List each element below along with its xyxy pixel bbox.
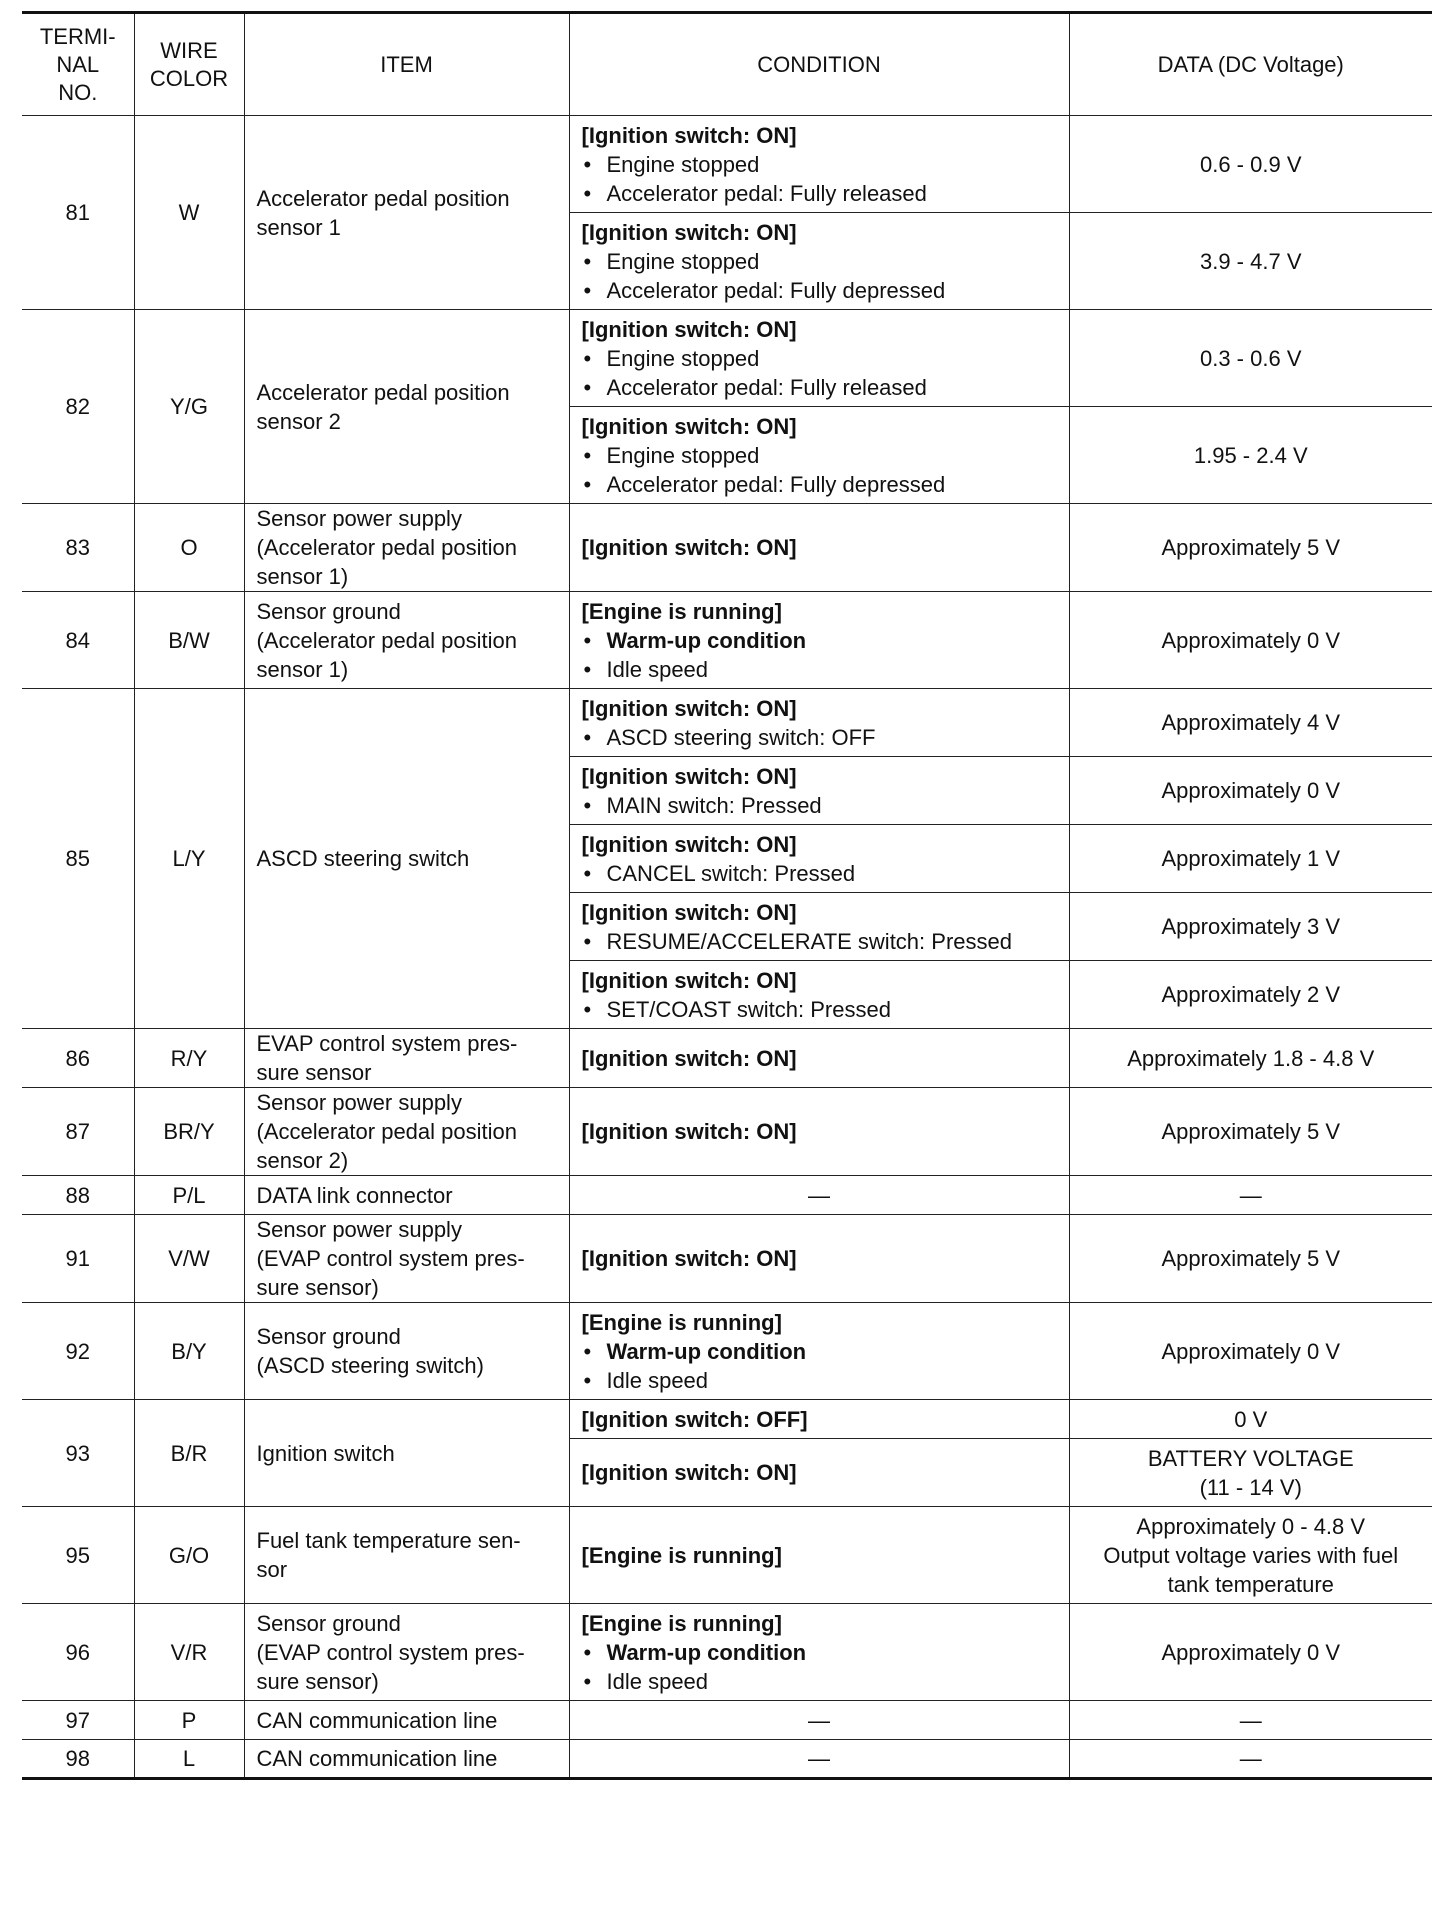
data-voltage: Approximately 0 V	[1161, 1338, 1341, 1364]
item-text: Ignition switch	[256, 1440, 395, 1466]
table-row	[22, 504, 1432, 592]
table-row	[22, 116, 1432, 213]
bullet-icon: •	[583, 860, 592, 886]
wire-color-cell	[134, 1176, 244, 1215]
item-text: CAN communication line	[256, 1746, 498, 1771]
wire-color: L	[182, 1746, 196, 1771]
data-voltage: BATTERY VOLTAGE (11 - 14 V)	[1147, 1445, 1354, 1500]
terminal-no-cell	[22, 1507, 134, 1604]
terminal-no: 87	[65, 1119, 90, 1144]
wire-color: R/Y	[170, 1045, 208, 1071]
data-voltage: 1.95 - 2.4 V	[1193, 442, 1308, 468]
terminal-no: 85	[65, 846, 90, 871]
condition-cell	[569, 1439, 1069, 1507]
item-text: Accelerator pedal position sensor 2	[256, 379, 510, 434]
bullet-icon: •	[583, 792, 592, 818]
header-data	[1069, 13, 1432, 116]
condition-bullet-text: Idle speed	[606, 1668, 709, 1694]
condition-bullet-text: Warm-up condition	[606, 1639, 807, 1665]
data-voltage-cell	[1069, 893, 1432, 961]
wire-color: G/O	[168, 1542, 210, 1568]
item-text: EVAP control system pres- sure sensor	[256, 1031, 518, 1085]
wire-color: V/W	[168, 1246, 210, 1271]
wire-color: Y/G	[170, 394, 208, 419]
condition-cell	[569, 961, 1069, 1029]
data-voltage-cell	[1069, 504, 1432, 592]
condition-heading: [Ignition switch: ON]	[581, 122, 797, 148]
table-row	[22, 689, 1432, 757]
wire-color: O	[180, 535, 198, 560]
condition-bullet-item	[582, 373, 1057, 402]
condition-heading: [Ignition switch: ON]	[581, 763, 797, 789]
condition-heading: [Ignition switch: OFF]	[581, 1406, 808, 1432]
bullet-icon: •	[583, 1367, 592, 1393]
item-cell	[244, 1400, 569, 1507]
data-voltage: Approximately 5 V	[1161, 1119, 1341, 1144]
bullet-icon: •	[583, 151, 592, 177]
terminal-no-cell	[22, 592, 134, 689]
terminal-no: 88	[65, 1182, 90, 1208]
bullet-icon: •	[583, 374, 592, 400]
terminal-no-cell	[22, 1215, 134, 1303]
condition-bullet-item	[582, 626, 1057, 655]
terminal-no-cell	[22, 1176, 134, 1215]
bullet-icon: •	[583, 471, 592, 497]
data-voltage: Approximately 1.8 - 4.8 V	[1127, 1045, 1375, 1071]
data-voltage-cell	[1069, 961, 1432, 1029]
condition-cell	[569, 1400, 1069, 1439]
item-text: Sensor ground (ASCD steering switch)	[256, 1324, 484, 1378]
condition-cell	[569, 116, 1069, 213]
condition-bullet-item	[582, 344, 1057, 373]
condition-heading: [Ignition switch: ON]	[581, 967, 797, 993]
terminal-no-cell	[22, 1088, 134, 1176]
condition-cell	[569, 1029, 1069, 1088]
item-cell	[244, 1604, 569, 1701]
table-body	[22, 116, 1432, 1779]
terminal-no: 95	[65, 1542, 90, 1568]
terminal-table-wrapper	[22, 11, 1432, 1780]
header-terminal-no-text: TERMI- NAL NO.	[39, 23, 116, 105]
condition-bullet-item	[582, 655, 1057, 684]
data-voltage-cell	[1069, 1740, 1432, 1779]
item-cell	[244, 1740, 569, 1779]
condition-heading: [Ignition switch: ON]	[581, 1246, 797, 1271]
condition-bullet-item	[582, 791, 1057, 820]
condition-heading: [Ignition switch: ON]	[581, 1045, 797, 1071]
item-cell	[244, 116, 569, 310]
header-wire-color-text: WIRE COLOR	[149, 37, 229, 91]
terminal-no-cell	[22, 116, 134, 310]
item-cell	[244, 1507, 569, 1604]
header-terminal-no	[22, 13, 134, 116]
condition-bullet-text: Accelerator pedal: Fully released	[606, 180, 927, 206]
terminal-no-cell	[22, 1604, 134, 1701]
data-voltage: Approximately 4 V	[1161, 710, 1341, 735]
data-voltage-cell	[1069, 1604, 1432, 1701]
data-voltage-cell	[1069, 407, 1432, 504]
condition-cell	[569, 310, 1069, 407]
data-voltage: —	[1239, 1182, 1262, 1208]
item-text: Fuel tank temperature sen- sor	[256, 1528, 521, 1582]
data-voltage: Approximately 1 V	[1161, 846, 1341, 871]
table-row	[22, 1303, 1432, 1400]
bullet-icon: •	[583, 345, 592, 371]
condition-heading: [Ignition switch: ON]	[581, 831, 797, 857]
terminal-no-cell	[22, 689, 134, 1029]
bullet-icon: •	[583, 1338, 592, 1364]
wire-color-cell	[134, 1701, 244, 1740]
item-cell	[244, 1701, 569, 1740]
condition-bullet-text: CANCEL switch: Pressed	[606, 860, 856, 886]
wire-color-cell	[134, 310, 244, 504]
condition-bullet-item	[582, 1337, 1057, 1366]
table-row	[22, 1400, 1432, 1439]
condition-bullet-item	[582, 441, 1057, 470]
item-text: ASCD steering switch	[256, 846, 470, 871]
wire-color-cell	[134, 1604, 244, 1701]
table-row	[22, 1701, 1432, 1740]
condition-bullet-text: Engine stopped	[606, 151, 760, 177]
condition-cell	[569, 1701, 1069, 1740]
table-row	[22, 1740, 1432, 1779]
condition-cell	[569, 592, 1069, 689]
data-voltage: Approximately 0 V	[1161, 627, 1341, 653]
bullet-icon: •	[583, 627, 592, 653]
data-voltage: 0.6 - 0.9 V	[1199, 151, 1302, 177]
data-voltage: —	[1239, 1707, 1262, 1733]
data-voltage: Approximately 2 V	[1161, 982, 1341, 1007]
data-voltage: 3.9 - 4.7 V	[1199, 248, 1302, 274]
item-cell	[244, 1088, 569, 1176]
header-row	[22, 13, 1432, 116]
terminal-no-cell	[22, 1740, 134, 1779]
data-voltage: Approximately 0 V	[1161, 1639, 1341, 1665]
terminal-no-cell	[22, 1303, 134, 1400]
condition-dash: —	[808, 1746, 830, 1771]
condition-heading: [Ignition switch: ON]	[581, 899, 797, 925]
terminal-no: 92	[65, 1338, 90, 1364]
condition-bullet-item	[582, 150, 1057, 179]
terminal-no: 84	[65, 627, 90, 653]
wire-color-cell	[134, 504, 244, 592]
condition-cell	[569, 1507, 1069, 1604]
ecm-terminal-table	[22, 11, 1432, 1780]
data-voltage-cell	[1069, 592, 1432, 689]
condition-cell	[569, 689, 1069, 757]
terminal-no: 97	[65, 1707, 90, 1733]
table-row	[22, 1176, 1432, 1215]
condition-bullet-item	[582, 1366, 1057, 1395]
condition-bullet-text: Engine stopped	[606, 442, 760, 468]
condition-bullet-text: Accelerator pedal: Fully depressed	[606, 471, 946, 497]
terminal-no: 93	[65, 1440, 90, 1466]
terminal-no: 98	[65, 1746, 90, 1771]
item-cell	[244, 1303, 569, 1400]
condition-cell	[569, 1604, 1069, 1701]
terminal-no: 82	[65, 394, 90, 419]
item-text: Sensor ground (Accelerator pedal position sensor 1)	[256, 598, 517, 682]
wire-color-cell	[134, 1215, 244, 1303]
terminal-no: 96	[65, 1639, 90, 1665]
terminal-no-cell	[22, 504, 134, 592]
condition-heading: [Engine is running]	[581, 598, 782, 624]
wire-color: B/R	[170, 1440, 208, 1466]
wire-color-cell	[134, 116, 244, 310]
condition-bullet-text: Accelerator pedal: Fully released	[606, 374, 927, 400]
item-text: Sensor power supply (Accelerator pedal position sensor 2)	[256, 1090, 517, 1173]
condition-heading: [Engine is running]	[581, 1542, 782, 1568]
condition-bullet-text: Idle speed	[606, 656, 709, 682]
wire-color: W	[178, 200, 200, 225]
data-voltage-cell	[1069, 1088, 1432, 1176]
terminal-no-cell	[22, 1701, 134, 1740]
condition-heading: [Engine is running]	[581, 1309, 782, 1335]
bullet-icon: •	[583, 656, 592, 682]
table-row	[22, 592, 1432, 689]
terminal-no: 86	[65, 1045, 90, 1071]
condition-bullet-item	[582, 927, 1057, 956]
item-text: Sensor power supply (Accelerator pedal position sensor 1)	[256, 506, 517, 589]
wire-color-cell	[134, 1088, 244, 1176]
wire-color: B/Y	[171, 1338, 207, 1364]
condition-bullet-item	[582, 1638, 1057, 1667]
data-voltage: —	[1239, 1746, 1262, 1771]
table-row	[22, 1088, 1432, 1176]
condition-cell	[569, 504, 1069, 592]
condition-bullet-item	[582, 179, 1057, 208]
data-voltage-cell	[1069, 1507, 1432, 1604]
condition-bullet-item	[582, 859, 1057, 888]
data-voltage-cell	[1069, 213, 1432, 310]
table-row	[22, 1604, 1432, 1701]
bullet-icon: •	[583, 1639, 592, 1665]
data-voltage-cell	[1069, 1303, 1432, 1400]
data-voltage-cell	[1069, 116, 1432, 213]
data-voltage: Approximately 5 V	[1161, 535, 1341, 560]
condition-bullet-item	[582, 995, 1057, 1024]
condition-bullet-text: Accelerator pedal: Fully depressed	[606, 277, 946, 303]
bullet-icon: •	[583, 248, 592, 274]
data-voltage-cell	[1069, 1701, 1432, 1740]
condition-heading: [Ignition switch: ON]	[581, 1460, 797, 1485]
item-text: CAN communication line	[256, 1707, 498, 1733]
item-cell	[244, 1176, 569, 1215]
condition-bullet-text: Idle speed	[606, 1367, 709, 1393]
condition-cell	[569, 1176, 1069, 1215]
table-row	[22, 1029, 1432, 1088]
header-condition	[569, 13, 1069, 116]
item-cell	[244, 1029, 569, 1088]
condition-bullet-item	[582, 276, 1057, 305]
data-voltage-cell	[1069, 1176, 1432, 1215]
header-item	[244, 13, 569, 116]
wire-color: BR/Y	[163, 1119, 215, 1144]
data-voltage: 0.3 - 0.6 V	[1199, 345, 1302, 371]
condition-bullet-item	[582, 247, 1057, 276]
table-row	[22, 1215, 1432, 1303]
wire-color-cell	[134, 1029, 244, 1088]
terminal-no-cell	[22, 1029, 134, 1088]
condition-dash: —	[808, 1707, 830, 1733]
terminal-no: 83	[65, 535, 90, 560]
data-voltage: Approximately 3 V	[1161, 914, 1341, 939]
item-text: Sensor ground (EVAP control system pres- sure sensor)	[256, 1610, 525, 1694]
condition-dash: —	[808, 1182, 830, 1208]
header-wire-color	[134, 13, 244, 116]
condition-bullet-text: Engine stopped	[606, 345, 760, 371]
data-voltage-cell	[1069, 1439, 1432, 1507]
condition-heading: [Ignition switch: ON]	[581, 1119, 797, 1144]
item-text: Accelerator pedal position sensor 1	[256, 185, 510, 240]
item-text: DATA link connector	[256, 1182, 453, 1208]
wire-color-cell	[134, 1303, 244, 1400]
item-cell	[244, 1215, 569, 1303]
bullet-icon: •	[583, 928, 592, 954]
data-voltage-cell	[1069, 757, 1432, 825]
data-voltage: 0 V	[1234, 1406, 1268, 1432]
wire-color-cell	[134, 1507, 244, 1604]
condition-cell	[569, 1740, 1069, 1779]
condition-cell	[569, 1088, 1069, 1176]
condition-bullet-item	[582, 470, 1057, 499]
bullet-icon: •	[583, 996, 592, 1022]
wire-color-cell	[134, 689, 244, 1029]
condition-heading: [Ignition switch: ON]	[581, 316, 797, 342]
data-voltage: Approximately 0 - 4.8 V Output voltage varies with fuel tank temperature	[1103, 1513, 1399, 1597]
item-cell	[244, 592, 569, 689]
condition-bullet-item	[582, 723, 1057, 752]
wire-color: B/W	[168, 627, 210, 653]
data-voltage-cell	[1069, 1215, 1432, 1303]
wire-color-cell	[134, 1400, 244, 1507]
condition-heading: [Ignition switch: ON]	[581, 413, 797, 439]
header-item-text: ITEM	[380, 52, 433, 77]
data-voltage-cell	[1069, 310, 1432, 407]
wire-color: V/R	[170, 1639, 208, 1665]
bullet-icon: •	[583, 180, 592, 206]
condition-heading: [Ignition switch: ON]	[581, 695, 797, 721]
wire-color: L/Y	[172, 846, 206, 871]
bullet-icon: •	[583, 1668, 592, 1694]
condition-heading: [Ignition switch: ON]	[581, 219, 797, 245]
condition-bullet-text: SET/COAST switch: Pressed	[606, 996, 891, 1022]
bullet-icon: •	[583, 442, 592, 468]
table-row	[22, 1507, 1432, 1604]
condition-bullet-text: MAIN switch: Pressed	[606, 792, 822, 818]
bullet-icon: •	[583, 277, 592, 303]
data-voltage-cell	[1069, 1400, 1432, 1439]
condition-bullet-text: Warm-up condition	[606, 1338, 807, 1364]
condition-heading: [Ignition switch: ON]	[581, 535, 797, 560]
data-voltage: Approximately 5 V	[1161, 1246, 1341, 1271]
header-condition-text: CONDITION	[757, 52, 881, 77]
condition-cell	[569, 407, 1069, 504]
item-cell	[244, 504, 569, 592]
data-voltage-cell	[1069, 689, 1432, 757]
terminal-no-cell	[22, 1400, 134, 1507]
condition-bullet-text: Engine stopped	[606, 248, 760, 274]
terminal-no: 81	[65, 200, 90, 225]
data-voltage: Approximately 0 V	[1161, 778, 1341, 803]
table-row	[22, 310, 1432, 407]
wire-color: P	[181, 1707, 197, 1733]
data-voltage-cell	[1069, 825, 1432, 893]
wire-color-cell	[134, 592, 244, 689]
condition-bullet-text: ASCD steering switch: OFF	[606, 724, 876, 750]
condition-bullet-text: RESUME/ACCELERATE switch: Pressed	[606, 928, 1012, 954]
terminal-no: 91	[65, 1246, 90, 1271]
condition-heading: [Engine is running]	[581, 1610, 782, 1636]
wire-color-cell	[134, 1740, 244, 1779]
bullet-icon: •	[583, 724, 592, 750]
condition-cell	[569, 757, 1069, 825]
header-data-text: DATA (DC Voltage)	[1157, 52, 1344, 77]
item-cell	[244, 310, 569, 504]
condition-bullet-item	[582, 1667, 1057, 1696]
condition-bullet-text: Warm-up condition	[606, 627, 807, 653]
terminal-no-cell	[22, 310, 134, 504]
data-voltage-cell	[1069, 1029, 1432, 1088]
condition-cell	[569, 1303, 1069, 1400]
condition-cell	[569, 213, 1069, 310]
wire-color: P/L	[172, 1182, 206, 1208]
condition-cell	[569, 893, 1069, 961]
item-text: Sensor power supply (EVAP control system pres- sure sensor)	[256, 1217, 525, 1300]
condition-cell	[569, 825, 1069, 893]
condition-cell	[569, 1215, 1069, 1303]
item-cell	[244, 689, 569, 1029]
